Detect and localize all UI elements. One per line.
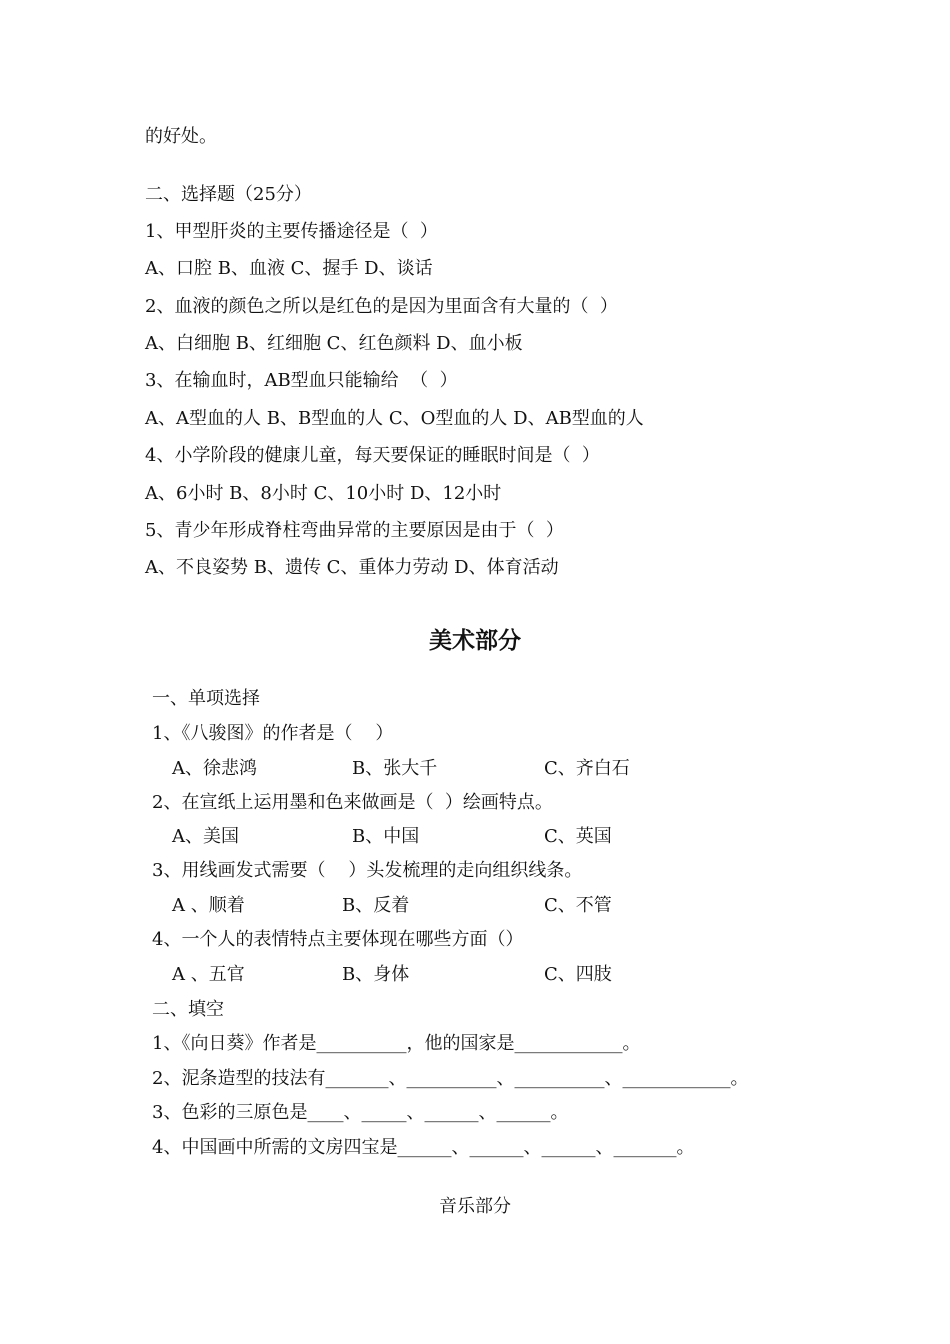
- option-c: C、英国: [544, 826, 612, 847]
- option-b: B、中国: [352, 826, 420, 847]
- music-section-title: 音乐部分: [439, 1196, 511, 1217]
- answer-options: A、不良姿势 B、遗传 C、重体力劳动 D、体育活动: [145, 557, 559, 578]
- fill-blank-question: 3、色彩的三原色是____、_____、______、______。: [152, 1102, 569, 1123]
- fill-blank-question: 2、泥条造型的技法有_______、__________、__________、____________。: [152, 1068, 749, 1089]
- answer-options: A、白细胞 B、红细胞 C、红色颜料 D、血小板: [145, 333, 523, 354]
- question-text: 1、《八骏图》的作者是（ ）: [152, 723, 394, 744]
- question-text: 2、血液的颜色之所以是红色的是因为里面含有大量的（ ）: [145, 296, 618, 317]
- question-text: 2、在宣纸上运用墨和色来做画是（ ）绘画特点。: [152, 792, 553, 813]
- option-a: A 、顺着: [172, 895, 245, 916]
- question-text: 3、在输血时，AB型血只能输给 （ ）: [145, 370, 458, 391]
- continuation-text: 的好处。: [145, 126, 217, 147]
- option-b: B、张大千: [352, 758, 438, 779]
- art-section-title: 美术部分: [429, 628, 521, 654]
- option-b: B、身体: [342, 964, 410, 985]
- question-text: 1、甲型肝炎的主要传播途径是（ ）: [145, 221, 438, 242]
- option-b: B、反着: [342, 895, 410, 916]
- answer-options: A、6小时 B、8小时 C、10小时 D、12小时: [145, 483, 502, 504]
- section-title: 一、单项选择: [152, 688, 260, 709]
- option-a: A、徐悲鸿: [172, 758, 257, 779]
- section-title: 二、选择题（25分）: [145, 184, 312, 205]
- answer-options: A、口腔 B、血液 C、握手 D、谈话: [145, 258, 433, 279]
- option-c: C、四肢: [544, 964, 612, 985]
- section-title: 二、填空: [152, 999, 224, 1020]
- question-text: 4、一个人的表情特点主要体现在哪些方面（）: [152, 929, 524, 950]
- answer-options: A、A型血的人 B、B型血的人 C、O型血的人 D、AB型血的人: [145, 408, 644, 429]
- option-a: A 、五官: [172, 964, 245, 985]
- question-text: 5、青少年形成脊柱弯曲异常的主要原因是由于（ ）: [145, 520, 564, 541]
- question-text: 4、小学阶段的健康儿童，每天要保证的睡眠时间是（ ）: [145, 445, 600, 466]
- option-c: C、不管: [544, 895, 612, 916]
- question-text: 3、用线画发式需要（ ）头发梳理的走向组织线条。: [152, 860, 583, 881]
- fill-blank-question: 4、中国画中所需的文房四宝是______、______、______、_______。: [152, 1137, 695, 1158]
- option-c: C、齐白石: [544, 758, 630, 779]
- option-a: A、美国: [172, 826, 239, 847]
- fill-blank-question: 1、《向日葵》作者是__________，他的国家是____________。: [152, 1033, 641, 1054]
